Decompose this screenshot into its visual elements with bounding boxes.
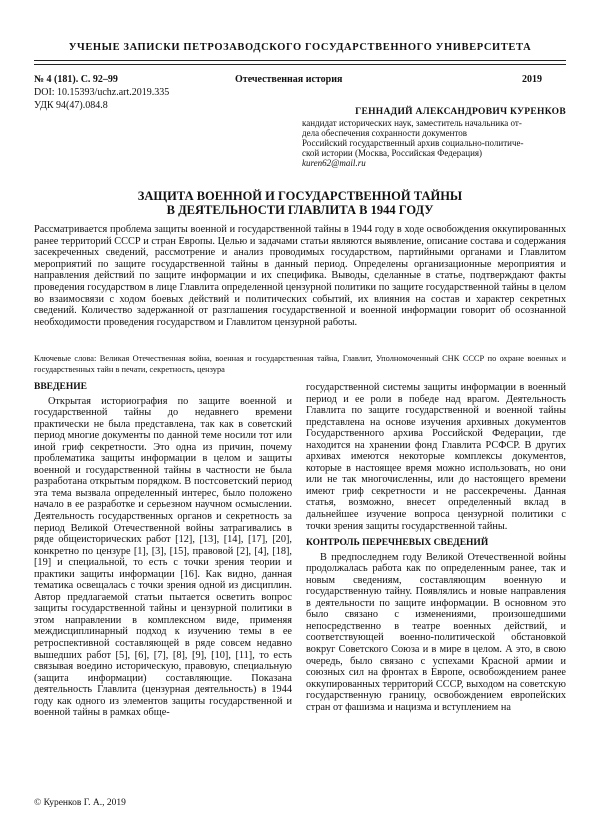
article-title-line1: ЗАЩИТА ВОЕННОЙ И ГОСУДАРСТВЕННОЙ ТАЙНЫ (137, 189, 463, 203)
section-name: Отечественная история (235, 74, 343, 85)
body-column-left (34, 382, 292, 719)
header-rule-bottom (34, 64, 566, 65)
abstract: Рассматривается проблема защиты военной и государственной тайны в 1944 году в ходе освобождения оккупированных ранее территорий СССР и стран Европы. Целью и задачами статьи являются выявление, описание состава и содержания засекреченных сведений, рассмотрение и анализ проводимых государством, партийными органами и Главлитом мероприятий по защите государственной тайны в данный период. Определены организационные мероприятия и направления действий по защите информации и их специфика. Выводы, сделанные в статье, подтверждают факты проведения государством в лице Главлита определенной цензурной политики по защите государственной тайны в целом во взаимосвязи с ходом боевых действий и политических событий, их влияния на состав и характер секретных сведений. Количество задержанной от разглашения государственной и военной информации говорит об осознанной необходимости проведения государством и Главлитом цензурной работы. (34, 224, 566, 328)
header-rule-top (34, 60, 566, 61)
doi[interactable]: DOI: 10.15393/uchz.art.2019.335 (34, 87, 170, 98)
author-block (302, 107, 566, 168)
body-column-right (306, 382, 566, 713)
control-heading: КОНТРОЛЬ ПЕРЕЧНЕВЫХ СВЕДЕНИЙ (306, 538, 489, 549)
issue-number: № 4 (181). С. 92–99 (34, 74, 118, 85)
udk: УДК 94(47).084.8 (34, 100, 108, 111)
article-title-line2: В ДЕЯТЕЛЬНОСТИ ГЛАВЛИТА В 1944 ГОДУ (166, 203, 434, 217)
intro-paragraph-2: государственной системы защиты информации в военный период и ее роли в победе над врагом. Деятельность Главлита по защите государственной и военной тайны представлена на основе изучения архивных документов Государственного архива Российской Федерации, где находится на хранении фонд Главлита РСФСР. В других архивах имеются некоторые комплексы документов, которые в настоящее время можно использовать, но они или не так многочисленны, или до настоящего времени имеют гриф секретности и не рассекречены. Данная статья, возможно, внесет определенный вклад в дальнейшее изучение вопроса цензурной политики с точки зрения защиты государственной тайны. (306, 382, 566, 532)
copyright: © Куренков Г. А., 2019 (34, 798, 126, 808)
journal-title: УЧЕНЫЕ ЗАПИСКИ ПЕТРОЗАВОДСКОГО ГОСУДАРСТВЕННОГО УНИВЕРСИТЕТА (68, 42, 532, 53)
author-affiliation-1: кандидат исторических наук, заместитель начальника от- (302, 118, 522, 128)
author-affiliation-4: ской истории (Москва, Российская Федерация) (302, 148, 483, 158)
article-title (34, 189, 566, 217)
intro-paragraph-1: Открытая историография по защите военной и государственной тайны до недавнего времени практически не была представлена, так как в советский период многие документы по данной теме носили тот или иной гриф секретности. Это одна из причин, почему проблематика защиты информации в целом и защиты военной и государственной тайны в частности не была разработана открытым порядком. В постсоветский период эта тема вызвала определенный интерес, было положено начало в ее разработке и серьезном научном осмыслении. Деятельность государственных органов и секретность за период Великой Отечественной войны затрагивались в ряде общеисторических работ [12], [13], [14], [17], [20], конкретно по цензуре [1], [3], [15], правовой [2], [4], [18], [19] и специальной, то есть с точки зрения теории и практики защиты информации [16]. Как видно, данная тематика освещалась с точки зрения одной из дисциплин. Автор предлагаемой статьи пытается осветить вопрос защиты государственной тайны и цензурной политики в этом направлении в комплексном виде, применяя междисциплинарный подход к изучению темы в ее ретроспективной составляющей в ряде совсем недавно вышедших работ [5], [6], [7], [8], [9], [10], [11], то есть связывая воедино историческую, правовую, специальную (защита информации) составляющие. Показана деятельность Главлита (цензурная деятельность) в 1944 году как одного из элементов защиты государственной и военной тайны в рамках обще- (34, 395, 292, 719)
keywords: Ключевые слова: Великая Отечественная война, военная и государственная тайна, Главлит, Уполномоченный СНК СССР по охране военных и государственных тайн в печати, секретность, цензура (34, 354, 566, 374)
control-paragraph-1: В предпоследнем году Великой Отечественной войны продолжалась работа как по определенным ранее, так и новым сведениям, составляющим военную и государственную тайну. Появлялись и новые направления в деятельности по защите информации. В основном это было связано с изменениями, произошедшими непосредственно в театре военных действий, и соответствующей военно-политической обстановкой вокруг Советского Союза и в мире в целом. А это, в свою очередь, было связано с успехами Красной армии и союзных сил на фронтах в Европе, освобождением ранее оккупированных территорий СССР, выходом на советскую государственную границу, освобождением европейских стран от фашизма и нацизма и вступлением на (306, 551, 566, 713)
author-email[interactable]: kuren62@mail.ru (302, 158, 366, 168)
publication-year: 2019 (522, 74, 542, 85)
author-affiliation-2: дела обеспечения сохранности документов (302, 128, 468, 138)
author-affiliation-3: Российский государственный архив социально-политиче- (302, 138, 524, 148)
author-name: ГЕННАДИЙ АЛЕКСАНДРОВИЧ КУРЕНКОВ (355, 107, 566, 117)
intro-heading: ВВЕДЕНИЕ (34, 382, 87, 392)
